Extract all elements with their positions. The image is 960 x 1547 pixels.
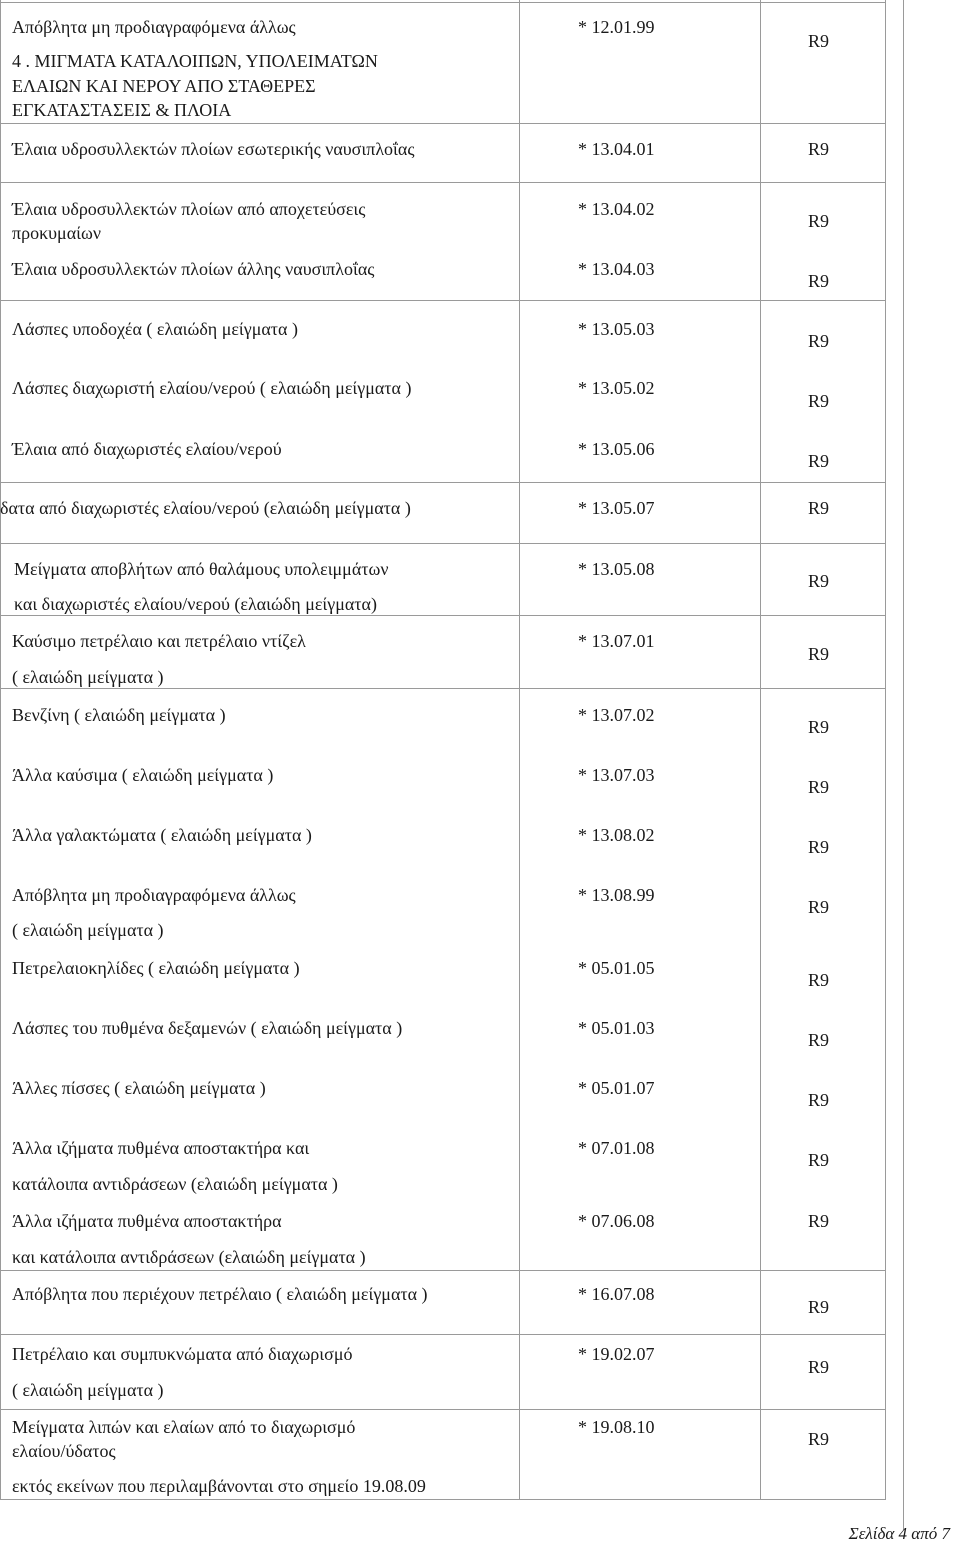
row-description-line: ΕΛΑΙΩΝ ΚΑΙ ΝΕΡΟΥ ΑΠΟ ΣΤΑΘΕΡΕΣ	[12, 76, 316, 96]
row-code: * 13.07.02	[578, 705, 655, 725]
row-description-line: Άλλες πίσσες ( ελαιώδη μείγματα )	[12, 1078, 266, 1098]
row-code: * 13.04.02	[578, 199, 655, 219]
row-code: * 19.02.07	[578, 1344, 655, 1364]
row-r-code: R9	[808, 331, 830, 351]
row-code: * 13.07.01	[578, 631, 655, 651]
row-description-line: Έλαια από διαχωριστές ελαίου/νερού	[12, 439, 282, 459]
row-code: * 05.01.07	[578, 1078, 655, 1098]
row-code: * 13.05.03	[578, 319, 655, 339]
row-r-code: R9	[808, 571, 830, 591]
row-description-line: Άλλα ιζήματα πυθμένα αποστακτήρα και	[12, 1138, 310, 1158]
r-column-divider	[760, 0, 761, 1500]
row-description-line: ΕΓΚΑΤΑΣΤΑΣΕΙΣ & ΠΛΟΙΑ	[12, 100, 232, 120]
row-description-line: Έλαια υδροσυλλεκτών πλοίων από αποχετεύσεις	[12, 199, 366, 219]
row-description-line: και διαχωριστές ελαίου/νερού (ελαιώδη μείγματα)	[14, 594, 377, 614]
row-r-code: R9	[808, 970, 830, 990]
page-edge-line	[903, 0, 904, 1530]
row-r-code: R9	[808, 1211, 830, 1231]
row-description-line: 4 . ΜΙΓΜΑΤΑ ΚΑΤΑΛΟΙΠΩΝ, ΥΠΟΛΕΙΜΑΤΩΝ	[12, 51, 378, 71]
row-code: * 05.01.03	[578, 1018, 655, 1038]
code-column-divider	[519, 0, 520, 1500]
row-r-code: R9	[808, 271, 830, 291]
row-divider	[0, 615, 886, 616]
row-description-line: ( ελαιώδη μείγματα )	[12, 920, 164, 940]
row-r-code: R9	[808, 1429, 830, 1449]
row-divider	[0, 123, 886, 124]
row-r-code: R9	[808, 498, 830, 518]
row-code: * 13.08.99	[578, 885, 655, 905]
row-divider	[0, 1334, 886, 1335]
row-code: * 19.08.10	[578, 1417, 655, 1437]
row-description-line: προκυμαίων	[12, 223, 101, 243]
row-r-code: R9	[808, 644, 830, 664]
row-divider	[0, 300, 886, 301]
row-code: * 13.08.02	[578, 825, 655, 845]
row-code: * 13.05.02	[578, 378, 655, 398]
row-r-code: R9	[808, 1297, 830, 1317]
row-description-line: Πετρέλαιο και συμπυκνώματα από διαχωρισμό	[12, 1344, 353, 1364]
row-description-line: και κατάλοιπα αντιδράσεων (ελαιώδη μείγματα )	[12, 1247, 366, 1267]
row-code: * 13.04.01	[578, 139, 655, 159]
row-description-line: Λάσπες του πυθμένα δεξαμενών ( ελαιώδη μείγματα )	[12, 1018, 403, 1038]
row-divider	[0, 1409, 886, 1410]
row-description-line: Βενζίνη ( ελαιώδη μείγματα )	[12, 705, 226, 725]
row-code: * 07.01.08	[578, 1138, 655, 1158]
row-description-line: Λάσπες υποδοχέα ( ελαιώδη μείγματα )	[12, 319, 298, 339]
row-divider	[0, 1270, 886, 1271]
row-code: * 13.05.07	[578, 498, 655, 518]
table-left-border	[0, 0, 1, 1500]
row-r-code: R9	[808, 717, 830, 737]
row-description-line: ( ελαιώδη μείγματα )	[12, 1380, 164, 1400]
row-description-line: Έλαια υδροσυλλεκτών πλοίων άλλης ναυσιπλοΐας	[12, 259, 375, 279]
row-description-line: Καύσιμο πετρέλαιο και πετρέλαιο ντίζελ	[12, 631, 306, 651]
row-description-line: Μείγματα λιπών και ελαίων από το διαχωρισμό	[12, 1417, 356, 1437]
row-description-line: ( ελαιώδη μείγματα )	[12, 667, 164, 687]
row-r-code: R9	[808, 897, 830, 917]
row-description-line: Απόβλητα μη προδιαγραφόμενα άλλως	[12, 885, 296, 905]
row-r-code: R9	[808, 139, 830, 159]
row-code: * 13.05.06	[578, 439, 655, 459]
row-divider	[0, 1499, 886, 1500]
row-description-line: Άλλα ιζήματα πυθμένα αποστακτήρα	[12, 1211, 282, 1231]
row-description-line: ελαίου/ύδατος	[12, 1441, 116, 1461]
row-code: * 13.07.03	[578, 765, 655, 785]
row-description-line: Άλλα καύσιμα ( ελαιώδη μείγματα )	[12, 765, 274, 785]
row-description-line: κατάλοιπα αντιδράσεων (ελαιώδη μείγματα )	[12, 1174, 338, 1194]
row-divider	[0, 688, 886, 689]
row-r-code: R9	[808, 391, 830, 411]
row-code: * 16.07.08	[578, 1284, 655, 1304]
page-number-footer: Σελίδα 4 από 7	[848, 1524, 950, 1543]
row-r-code: R9	[808, 1030, 830, 1050]
row-r-code: R9	[808, 837, 830, 857]
row-code: * 12.01.99	[578, 17, 655, 37]
row-description-line: Λάσπες διαχωριστή ελαίου/νερού ( ελαιώδη μείγματα )	[12, 378, 412, 398]
row-divider	[0, 482, 886, 483]
row-description-line: Απόβλητα που περιέχουν πετρέλαιο ( ελαιώδη μείγματα )	[12, 1284, 428, 1304]
table-right-border	[885, 0, 886, 1500]
row-divider	[0, 543, 886, 544]
row-r-code: R9	[808, 777, 830, 797]
row-r-code: R9	[808, 1357, 830, 1377]
row-r-code: R9	[808, 31, 830, 51]
row-r-code: R9	[808, 1150, 830, 1170]
row-code: * 07.06.08	[578, 1211, 655, 1231]
row-r-code: R9	[808, 451, 830, 471]
row-description-line: εκτός εκείνων που περιλαμβάνονται στο σημείο 19.08.09	[12, 1476, 426, 1496]
row-code: * 13.05.08	[578, 559, 655, 579]
row-code: * 05.01.05	[578, 958, 655, 978]
row-description-line: δατα από διαχωριστές ελαίου/νερού (ελαιώδη μείγματα )	[0, 498, 411, 518]
row-description-line: Έλαια υδροσυλλεκτών πλοίων εσωτερικής ναυσιπλοΐας	[12, 139, 415, 159]
row-r-code: R9	[808, 211, 830, 231]
row-r-code: R9	[808, 1090, 830, 1110]
row-code: * 13.04.03	[578, 259, 655, 279]
row-divider	[0, 182, 886, 183]
row-description-line: Απόβλητα μη προδιαγραφόμενα άλλως	[12, 17, 296, 37]
row-description-line: Άλλα γαλακτώματα ( ελαιώδη μείγματα )	[12, 825, 312, 845]
row-divider	[0, 2, 886, 3]
row-description-line: Πετρελαιοκηλίδες ( ελαιώδη μείγματα )	[12, 958, 300, 978]
row-description-line: Μείγματα αποβλήτων από θαλάμους υπολειμμάτων	[14, 559, 389, 579]
